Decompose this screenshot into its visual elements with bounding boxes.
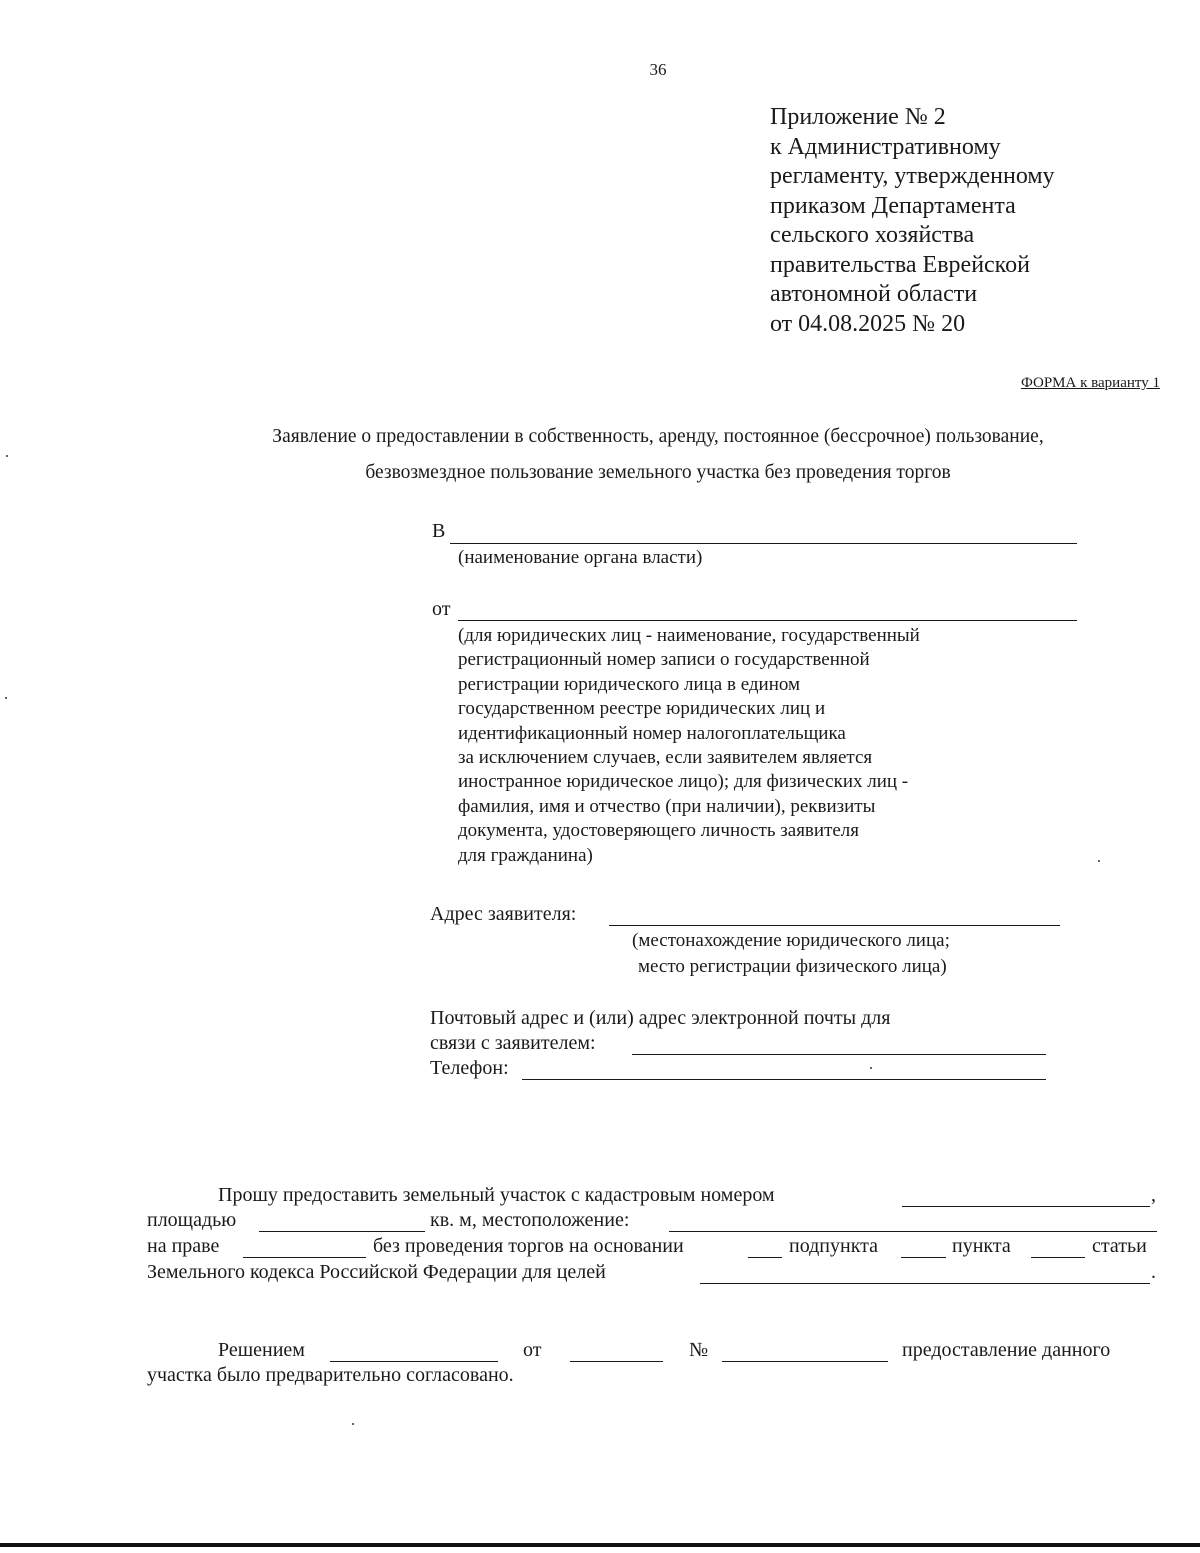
contact-label: связи с заявителем: bbox=[430, 1032, 596, 1054]
right-label: на праве bbox=[147, 1235, 220, 1257]
scan-speck bbox=[352, 1423, 354, 1425]
appendix-line: автономной области bbox=[770, 281, 978, 307]
address-hint-line1: (местонахождение юридического лица; bbox=[632, 930, 950, 951]
address-field[interactable] bbox=[609, 925, 1060, 926]
subitem-field[interactable] bbox=[748, 1257, 782, 1258]
decision-tail: предоставление данного bbox=[902, 1339, 1111, 1361]
authority-hint: (наименование органа власти) bbox=[458, 547, 703, 568]
decision-field[interactable] bbox=[330, 1361, 498, 1362]
appendix-line: приказом Департамента bbox=[770, 192, 1016, 219]
right-type-field[interactable] bbox=[243, 1257, 366, 1258]
appendix-line: от 04.08.2025 № 20 bbox=[770, 310, 966, 337]
postal-address-label: Почтовый адрес и (или) адрес электронной почты для bbox=[430, 1007, 891, 1029]
page-number: 36 bbox=[649, 60, 667, 79]
scan-speck bbox=[1098, 860, 1100, 862]
applicant-hint-line: фамилия, имя и отчество (при наличии), реквизиты bbox=[458, 795, 876, 817]
address-label: Адрес заявителя: bbox=[430, 903, 577, 925]
appendix-line: сельского хозяйства bbox=[770, 222, 975, 248]
item-field[interactable] bbox=[901, 1257, 946, 1258]
applicant-hint-line: за исключением случаев, если заявителем является bbox=[458, 747, 873, 769]
authority-name-field[interactable] bbox=[450, 543, 1077, 544]
area-field[interactable] bbox=[259, 1231, 425, 1232]
scan-bottom-edge bbox=[0, 1543, 1200, 1547]
phone-field[interactable] bbox=[522, 1079, 1046, 1080]
appendix-line: к Административному bbox=[770, 133, 1001, 160]
appendix-line: правительства Еврейской bbox=[770, 251, 1030, 278]
article-field[interactable] bbox=[1031, 1257, 1085, 1258]
scan-speck bbox=[5, 697, 7, 699]
appendix-header bbox=[770, 103, 1055, 339]
article-label: статьи bbox=[1092, 1235, 1147, 1257]
applicant-name-field[interactable] bbox=[458, 620, 1077, 621]
contact-field[interactable] bbox=[632, 1054, 1046, 1055]
purpose-field[interactable] bbox=[700, 1283, 1150, 1284]
document-title-line2: безвозмездное пользование земельного участка без проведения торгов bbox=[365, 462, 951, 483]
decision-date-label: от bbox=[523, 1339, 542, 1361]
decision-label: Решением bbox=[218, 1339, 305, 1361]
applicant-hint-line: идентификационный номер налогоплательщика bbox=[458, 722, 846, 744]
area-label: площадью bbox=[147, 1209, 237, 1231]
subitem-label: подпункта bbox=[789, 1235, 879, 1257]
applicant-hint-line: (для юридических лиц - наименование, государственный bbox=[458, 625, 920, 646]
applicant-hint-line: регистрации юридического лица в едином bbox=[458, 673, 801, 695]
appendix-line: Приложение № 2 bbox=[770, 104, 946, 130]
applicant-hint-line: документа, удостоверяющего личность заявителя bbox=[458, 820, 860, 842]
area-unit-location-label: кв. м, местоположение: bbox=[430, 1209, 630, 1231]
location-field[interactable] bbox=[669, 1231, 1157, 1232]
form-variant-label: ФОРМА к варианту 1 bbox=[1020, 375, 1160, 391]
applicant-hint-line: регистрационный номер записи о государственной bbox=[458, 649, 870, 671]
scan-speck bbox=[6, 455, 8, 457]
scan-speck bbox=[870, 1067, 872, 1069]
to-label: В bbox=[432, 520, 446, 542]
decision-date-field[interactable] bbox=[570, 1361, 663, 1362]
decision-number-sign: № bbox=[689, 1339, 709, 1361]
applicant-hint-line: для гражданина) bbox=[458, 844, 593, 866]
address-hint-line2: место регистрации физического лица) bbox=[638, 956, 947, 977]
decision-line2: участка было предварительно согласовано. bbox=[147, 1364, 514, 1386]
request-comma: , bbox=[1151, 1184, 1156, 1206]
applicant-hint-line: государственном реестре юридических лиц и bbox=[458, 698, 826, 720]
from-label: от bbox=[432, 598, 451, 620]
applicant-hint-line: иностранное юридическое лицо); для физических лиц - bbox=[458, 771, 909, 793]
phone-label: Телефон: bbox=[430, 1057, 509, 1079]
cadastral-number-field[interactable] bbox=[902, 1206, 1150, 1207]
item-label: пункта bbox=[952, 1235, 1011, 1257]
basis-label: без проведения торгов на основании bbox=[373, 1235, 684, 1257]
document-title-line1: Заявление о предоставлении в собственность, аренду, постоянное (бессрочное) пользование, bbox=[272, 426, 1044, 447]
applicant-hint bbox=[458, 624, 920, 868]
decision-number-field[interactable] bbox=[722, 1361, 888, 1362]
purpose-label: Земельного кодекса Российской Федерации для целей bbox=[147, 1261, 606, 1283]
appendix-line: регламенту, утвержденному bbox=[770, 163, 1055, 189]
request-line1: Прошу предоставить земельный участок с кадастровым номером bbox=[218, 1184, 775, 1206]
request-period: . bbox=[1151, 1261, 1156, 1283]
